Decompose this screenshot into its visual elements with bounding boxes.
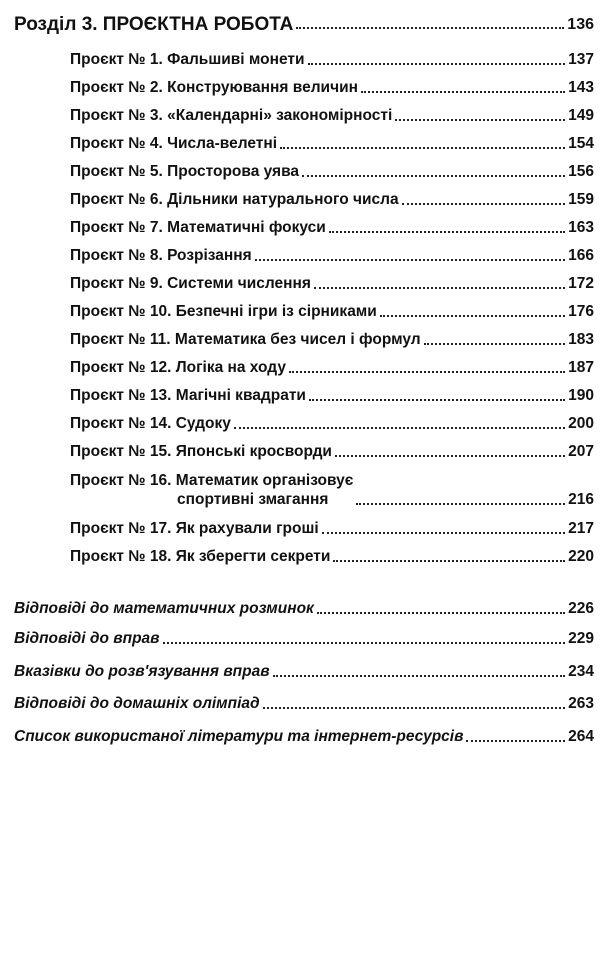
toc-entry-page: 220: [568, 548, 594, 565]
toc-entry-title-line-2: спортивні змагання: [177, 491, 329, 508]
toc-entry-title: Проєкт № 7. Математичні фокуси: [70, 219, 326, 236]
toc-entry-page: 264: [568, 728, 594, 745]
toc-entry-title: Проєкт № 14. Судоку: [70, 415, 231, 432]
toc-entry-page: 226: [568, 600, 594, 617]
dot-leader: [333, 560, 565, 562]
toc-entry-project-4[interactable]: [70, 135, 594, 153]
toc-entry-title: Проєкт № 1. Фальшиві монети: [70, 51, 305, 68]
toc-entry-project-7[interactable]: [70, 219, 594, 237]
toc-entry-back-matter-4[interactable]: [14, 695, 594, 713]
toc-entry-page: 136: [567, 16, 594, 33]
toc-entry-title: Проєкт № 8. Розрізання: [70, 247, 252, 264]
toc-entry-title: Проєкт № 11. Математика без чисел і формул: [70, 331, 421, 348]
toc-entry-title: Відповіді до домашніх олімпіад: [14, 695, 260, 712]
toc-entry-page: 190: [568, 387, 594, 404]
toc-entry-page: 207: [568, 443, 594, 460]
dot-leader: [296, 27, 564, 29]
toc-entry-project-18[interactable]: [70, 548, 594, 566]
toc-entry-title: Відповіді до математичних розминок: [14, 600, 314, 617]
toc-entry-page: 187: [568, 359, 594, 376]
toc-entry-project-11[interactable]: [70, 331, 594, 349]
toc-entry-title: Проєкт № 5. Просторова уява: [70, 163, 300, 180]
toc-entry-title: [70, 471, 353, 509]
dot-leader: [329, 231, 565, 233]
toc-entry-title: Проєкт № 17. Як рахували гроші: [70, 520, 319, 537]
toc-entry-title: Проєкт № 3. «Календарні» закономірності: [70, 107, 393, 124]
dot-leader: [395, 119, 565, 121]
dot-leader: [308, 63, 566, 65]
toc-entry-project-1[interactable]: [70, 51, 594, 69]
toc-entry-title: Проєкт № 6. Дільники натурального числа: [70, 191, 399, 208]
dot-leader: [302, 175, 565, 177]
toc-entry-page: 156: [568, 163, 594, 180]
toc-entry-project-10[interactable]: [70, 303, 594, 321]
toc-entry-project-2[interactable]: [70, 79, 594, 97]
dot-leader: [273, 675, 566, 677]
toc-entry-project-12[interactable]: [70, 359, 594, 377]
toc-entry-page: 137: [568, 51, 594, 68]
toc-entry-back-matter-3[interactable]: [14, 663, 594, 681]
toc-entry-page: 172: [568, 275, 594, 292]
toc-entry-page: 263: [568, 695, 594, 712]
dot-leader: [309, 399, 565, 401]
toc-entry-back-matter-2[interactable]: [14, 630, 594, 648]
toc-entry-title: Проєкт № 9. Системи числення: [70, 275, 311, 292]
toc-entry-page: 176: [568, 303, 594, 320]
toc-entry-project-9[interactable]: [70, 275, 594, 293]
toc-entry-title: Проєкт № 2. Конструювання величин: [70, 79, 358, 96]
toc-entry-project-13[interactable]: [70, 387, 594, 405]
toc-entry-page: 183: [568, 331, 594, 348]
toc-entry-title: Проєкт № 4. Числа-велетні: [70, 135, 278, 152]
toc-entry-title: Відповіді до вправ: [14, 630, 160, 647]
dot-leader: [466, 740, 565, 742]
toc-entry-project-8[interactable]: [70, 247, 594, 265]
dot-leader: [255, 259, 565, 261]
dot-leader: [263, 707, 566, 709]
toc-entry-page: 216: [568, 491, 594, 508]
toc-entry-title: Проєкт № 18. Як зберегти секрети: [70, 548, 331, 565]
toc-entry-title: Розділ 3. ПРОЄКТНА РОБОТА: [14, 14, 294, 35]
toc-entry-page: 163: [568, 219, 594, 236]
dot-leader: [424, 343, 565, 345]
toc-entry-title: Проєкт № 12. Логіка на ходу: [70, 359, 286, 376]
toc-entry-title: Проєкт № 10. Безпечні ігри із сірниками: [70, 303, 377, 320]
toc-entry-project-5[interactable]: [70, 163, 594, 181]
dot-leader: [402, 203, 565, 205]
dot-leader: [380, 315, 565, 317]
toc-entry-page: 143: [568, 79, 594, 96]
dot-leader: [163, 642, 566, 644]
toc-entry-project-17[interactable]: [70, 520, 594, 538]
toc-entry-page: 200: [568, 415, 594, 432]
toc-entry-project-6[interactable]: [70, 191, 594, 209]
toc-entry-title: Проєкт № 15. Японські кросворди: [70, 443, 332, 460]
toc-entry-page: 159: [568, 191, 594, 208]
dot-leader: [280, 147, 565, 149]
dot-leader: [322, 532, 565, 534]
toc-entry-page: 166: [568, 247, 594, 264]
dot-leader: [356, 503, 565, 505]
toc-entry-page: 149: [568, 107, 594, 124]
toc-entry-title: Вказівки до розв'язування вправ: [14, 663, 270, 680]
toc-entry-back-matter-5[interactable]: [14, 728, 594, 746]
toc-entry-project-14[interactable]: [70, 415, 594, 433]
toc-entry-page: 234: [568, 663, 594, 680]
dot-leader: [335, 455, 565, 457]
toc-entry-page: 229: [568, 630, 594, 647]
toc-entry-page: 217: [568, 520, 594, 537]
toc-entry-project-15[interactable]: [70, 443, 594, 461]
toc-section-heading[interactable]: [14, 16, 594, 34]
dot-leader: [317, 612, 565, 614]
toc-entry-title: Список використаної літератури та інтернет-ресурсів: [14, 728, 464, 745]
toc-entry-back-matter-1[interactable]: [14, 600, 594, 618]
toc-entry-title-line-1: Проєкт № 16. Математик організовує: [70, 472, 354, 489]
dot-leader: [314, 287, 565, 289]
toc-entry-project-3[interactable]: [70, 107, 594, 125]
dot-leader: [361, 91, 565, 93]
toc-entry-title: Проєкт № 13. Магічні квадрати: [70, 387, 306, 404]
dot-leader: [234, 427, 565, 429]
toc-entry-project-16[interactable]: [70, 471, 594, 509]
toc-entry-page: 154: [568, 135, 594, 152]
dot-leader: [289, 371, 565, 373]
